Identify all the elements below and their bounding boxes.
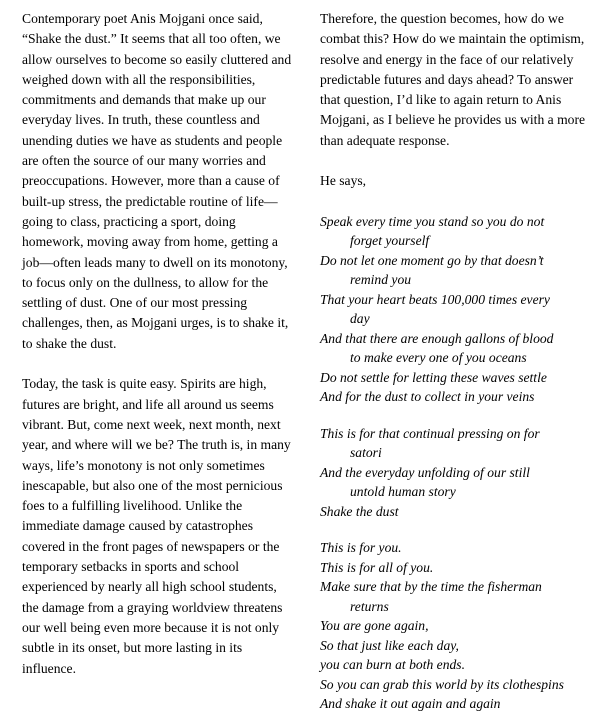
poem-line: And shake it out again and again: [320, 696, 501, 712]
attribution-line: He says,: [320, 173, 367, 189]
body-paragraph: Today, the task is quite easy. Spirits are high, futures are bright, and life all around us seems vibrant. But, come next week, next month, next year, and where will we be? The truth is, in many ways, life’s monotony is not only sometimes inescapable, but also one of the most pernicious foes to a fulfilling livelihood. Unlike the immediate damage caused by catastrophes covered in the front pages of newspapers or the temporary setbacks in sports and school experienced by nearly all high school students, the damage from a graying worldview threatens our well being even more because it is not only subtle in its onset, but more lasting in its influence.: [22, 376, 291, 676]
poem-line: And for the dust to collect in your veins: [320, 389, 535, 405]
poem-line: remind you: [350, 272, 412, 288]
poem-stanza: [320, 538, 592, 714]
poem-line: So that just like each day,: [320, 637, 459, 653]
body-paragraph: Contemporary poet Anis Mojgani once said, “Shake the dust.” It seems that all too often, we allow ourselves to become so easily cluttered and weighed down with all the responsibilities, commitments and demands that make up our everyday lives. In truth, these countless and unending duties we have as students and people are often the source of our many worries and preoccupations. However, more than a cause of built-up stress, the predictable routine of life—going to class, practicing a sport, doing homework, moving away from home, getting a job—often leads many to dwell on its monotony, to focus only on the dullness, to allow for the settling of dust. One of our most pressing challenges, then, as Mojgani urges, is to shake it, to shake the dust.: [22, 11, 292, 351]
poem-line: Make sure that by the time the fisherman: [320, 579, 542, 595]
poem-line: So you can grab this world by its clothespins: [320, 676, 564, 692]
poem-line: That your heart beats 100,000 times every: [320, 291, 550, 307]
poem-line: returns: [350, 598, 389, 614]
poem-line: You are gone again,: [320, 618, 429, 634]
poem-line: untold human story: [350, 484, 456, 500]
poem-line: And the everyday unfolding of our still: [320, 464, 530, 480]
poem-line: forget yourself: [350, 233, 430, 249]
right-column: [320, 9, 592, 714]
poem-stanza: [320, 212, 592, 407]
poem-line: day: [350, 311, 370, 327]
poem: [320, 212, 592, 714]
poem-line: Do not let one moment go by that doesn’t: [320, 252, 544, 268]
poem-stanza: [320, 424, 592, 522]
poem-line: to make every one of you oceans: [350, 350, 527, 366]
poem-line: you can burn at both ends.: [320, 657, 465, 673]
poem-line: satori: [350, 445, 382, 461]
poem-line: Shake the dust: [320, 503, 399, 519]
poem-line: This is for that continual pressing on for: [320, 425, 540, 441]
poem-line: This is for all of you.: [320, 559, 434, 575]
left-column: [22, 9, 294, 714]
poem-line: Speak every time you stand so you do not: [320, 213, 545, 229]
poem-line: This is for you.: [320, 540, 402, 556]
intro-paragraph: Therefore, the question becomes, how do we combat this? How do we maintain the optimism, resolve and energy in the face of our relatively predictable futures and days ahead? To answer that question, I’d like to again return to Anis Mojgani, as I believe he provides us with a more than adequate response.: [320, 11, 586, 148]
poem-line: Do not settle for letting these waves settle: [320, 369, 547, 385]
poem-line: And that there are enough gallons of blood: [320, 330, 554, 346]
